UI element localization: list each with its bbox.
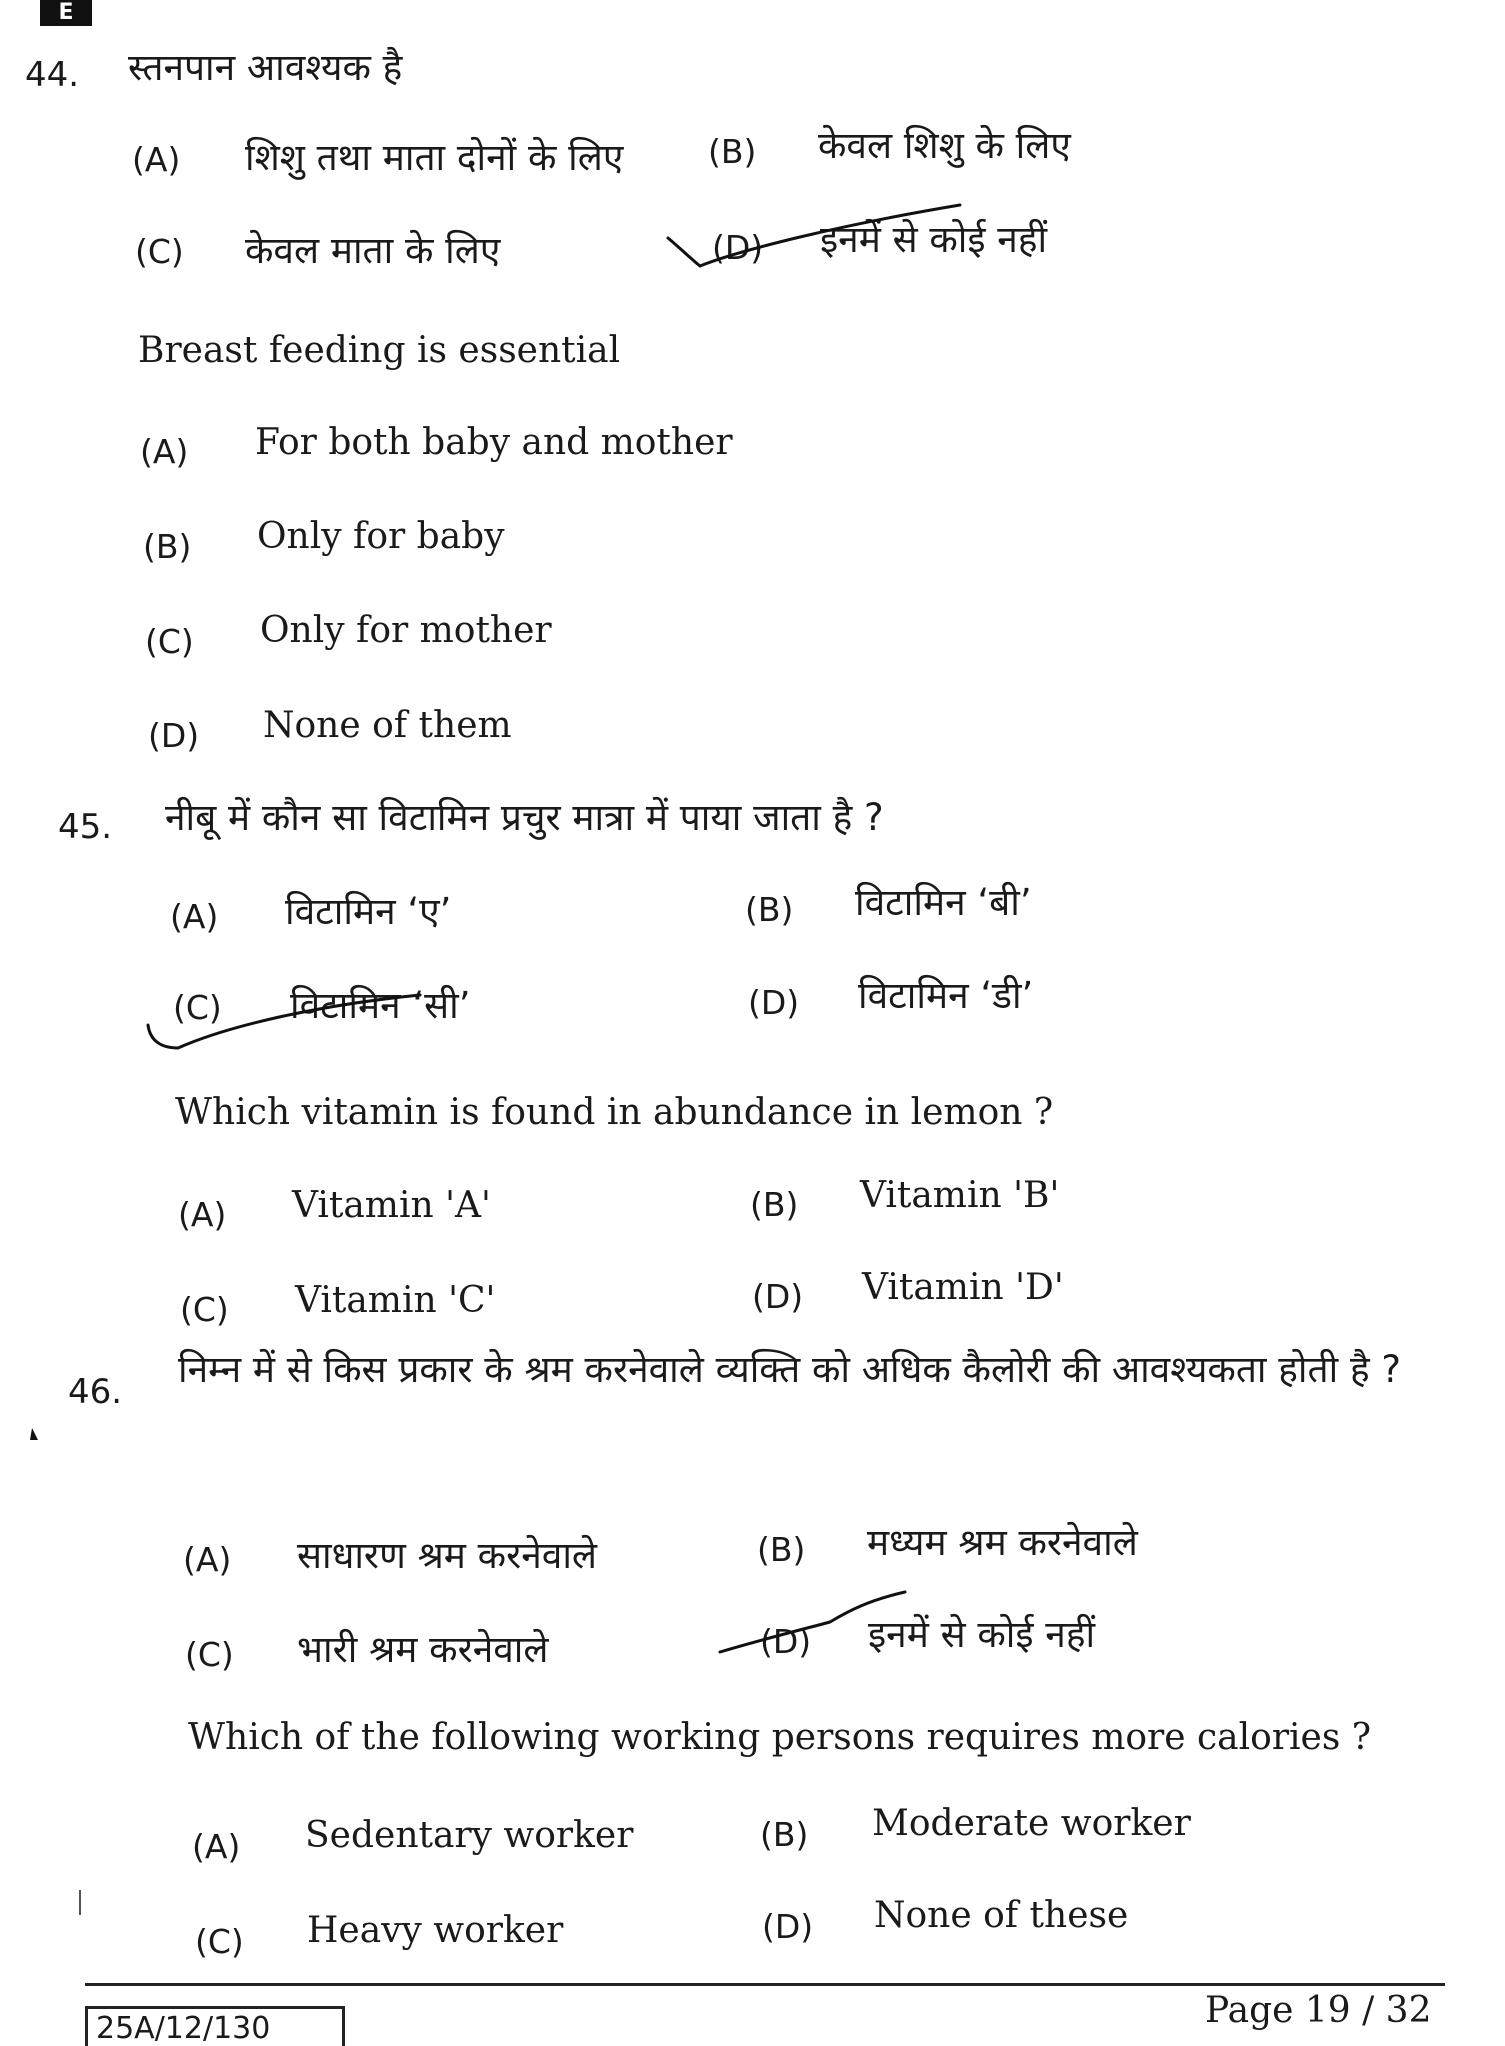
q45-en-option-d-text: Vitamin 'D' — [862, 1267, 1064, 1308]
q45-en-option-c-text: Vitamin 'C' — [295, 1280, 496, 1321]
q46-en-option-c-text: Heavy worker — [307, 1910, 564, 1951]
margin-speck — [30, 1428, 38, 1440]
q46-en-option-d-text: None of these — [874, 1895, 1129, 1936]
q44-hi-option-d-text: इनमें से कोई नहीं — [820, 218, 1048, 261]
q44-en-option-d-label: (D) — [148, 716, 200, 755]
q45-hi-option-b-label: (B) — [745, 890, 794, 929]
q44-hi-option-a-text: शिशु तथा माता दोनों के लिए — [245, 136, 624, 179]
series-badge: E — [40, 0, 92, 26]
q45-hi-option-b-text: विटामिन ‘बी’ — [855, 881, 1032, 924]
q46-en-option-a-label: (A) — [192, 1827, 241, 1866]
question-45-english-text: Which vitamin is found in abundance in lemon ? — [175, 1092, 1054, 1133]
q45-en-option-a-text: Vitamin 'A' — [292, 1185, 491, 1226]
question-44-hindi-text: स्तनपान आवश्यक है — [128, 46, 403, 89]
q44-hi-option-d-label: (D) — [712, 228, 764, 267]
q46-hi-option-b-label: (B) — [757, 1530, 806, 1569]
q46-hi-option-b-text: मध्यम श्रम करनेवाले — [867, 1521, 1138, 1564]
question-45-hindi-text: नीबू में कौन सा विटामिन प्रचुर मात्रा में पाया जाता है ? — [165, 796, 884, 839]
question-46-english-text: Which of the following working persons requires more calories ? — [188, 1717, 1372, 1758]
question-44-number: 44. — [25, 55, 80, 95]
q44-hi-option-c-text: केवल माता के लिए — [245, 229, 501, 272]
q44-en-option-c-label: (C) — [145, 622, 194, 661]
q44-en-option-c-text: Only for mother — [260, 610, 552, 651]
q45-en-option-a-label: (A) — [178, 1195, 227, 1234]
q45-en-option-c-label: (C) — [180, 1290, 229, 1329]
q46-en-option-b-text: Moderate worker — [872, 1803, 1191, 1844]
q44-hi-option-b-text: केवल शिशु के लिए — [818, 124, 1071, 167]
q45-en-option-d-label: (D) — [752, 1277, 804, 1316]
q44-hi-option-a-label: (A) — [132, 140, 181, 179]
q45-hi-option-d-text: विटामिन ‘डी’ — [858, 974, 1034, 1017]
q44-en-option-b-text: Only for baby — [257, 516, 505, 557]
q45-en-option-b-label: (B) — [750, 1185, 799, 1224]
q44-en-option-a-text: For both baby and mother — [255, 422, 733, 463]
paper-code: 25A/12/130 — [85, 2006, 345, 2046]
q46-hi-option-d-text: इनमें से कोई नहीं — [868, 1613, 1096, 1656]
question-46-number: 46. — [68, 1372, 123, 1412]
q46-en-option-d-label: (D) — [762, 1907, 814, 1946]
q46-en-option-b-label: (B) — [760, 1815, 809, 1854]
question-45-number: 45. — [58, 807, 113, 847]
question-46-hindi-text: निम्न में से किस प्रकार के श्रम करनेवाले व्यक्ति को अधिक कैलोरी की आवश्यकता होती है ? — [178, 1348, 1401, 1391]
q46-hi-option-a-label: (A) — [183, 1540, 232, 1579]
q46-hi-option-c-text: भारी श्रम करनेवाले — [297, 1628, 549, 1671]
q46-en-option-c-label: (C) — [195, 1922, 244, 1961]
page-number: Page 19 / 32 — [1205, 1990, 1432, 2031]
q44-hi-option-c-label: (C) — [135, 232, 184, 271]
q44-en-option-a-label: (A) — [140, 432, 189, 471]
q44-en-option-d-text: None of them — [263, 705, 512, 746]
q46-en-option-a-text: Sedentary worker — [305, 1815, 634, 1856]
question-44-english-text: Breast feeding is essential — [138, 330, 621, 371]
footer-rule — [85, 1983, 1445, 1986]
q46-hi-option-c-label: (C) — [185, 1635, 234, 1674]
q45-hi-option-c-text: विटामिन ‘सी’ — [290, 984, 471, 1027]
q45-hi-option-d-label: (D) — [748, 983, 800, 1022]
q45-hi-option-a-text: विटामिन ‘ए’ — [285, 890, 452, 933]
q46-hi-option-d-label: (D) — [760, 1622, 812, 1661]
q45-en-option-b-text: Vitamin 'B' — [860, 1175, 1060, 1216]
q45-hi-option-c-label: (C) — [173, 988, 222, 1027]
q46-hi-option-a-text: साधारण श्रम करनेवाले — [297, 1534, 597, 1577]
q44-hi-option-b-label: (B) — [708, 132, 757, 171]
q44-en-option-b-label: (B) — [143, 527, 192, 566]
q45-hi-option-a-label: (A) — [170, 897, 219, 936]
